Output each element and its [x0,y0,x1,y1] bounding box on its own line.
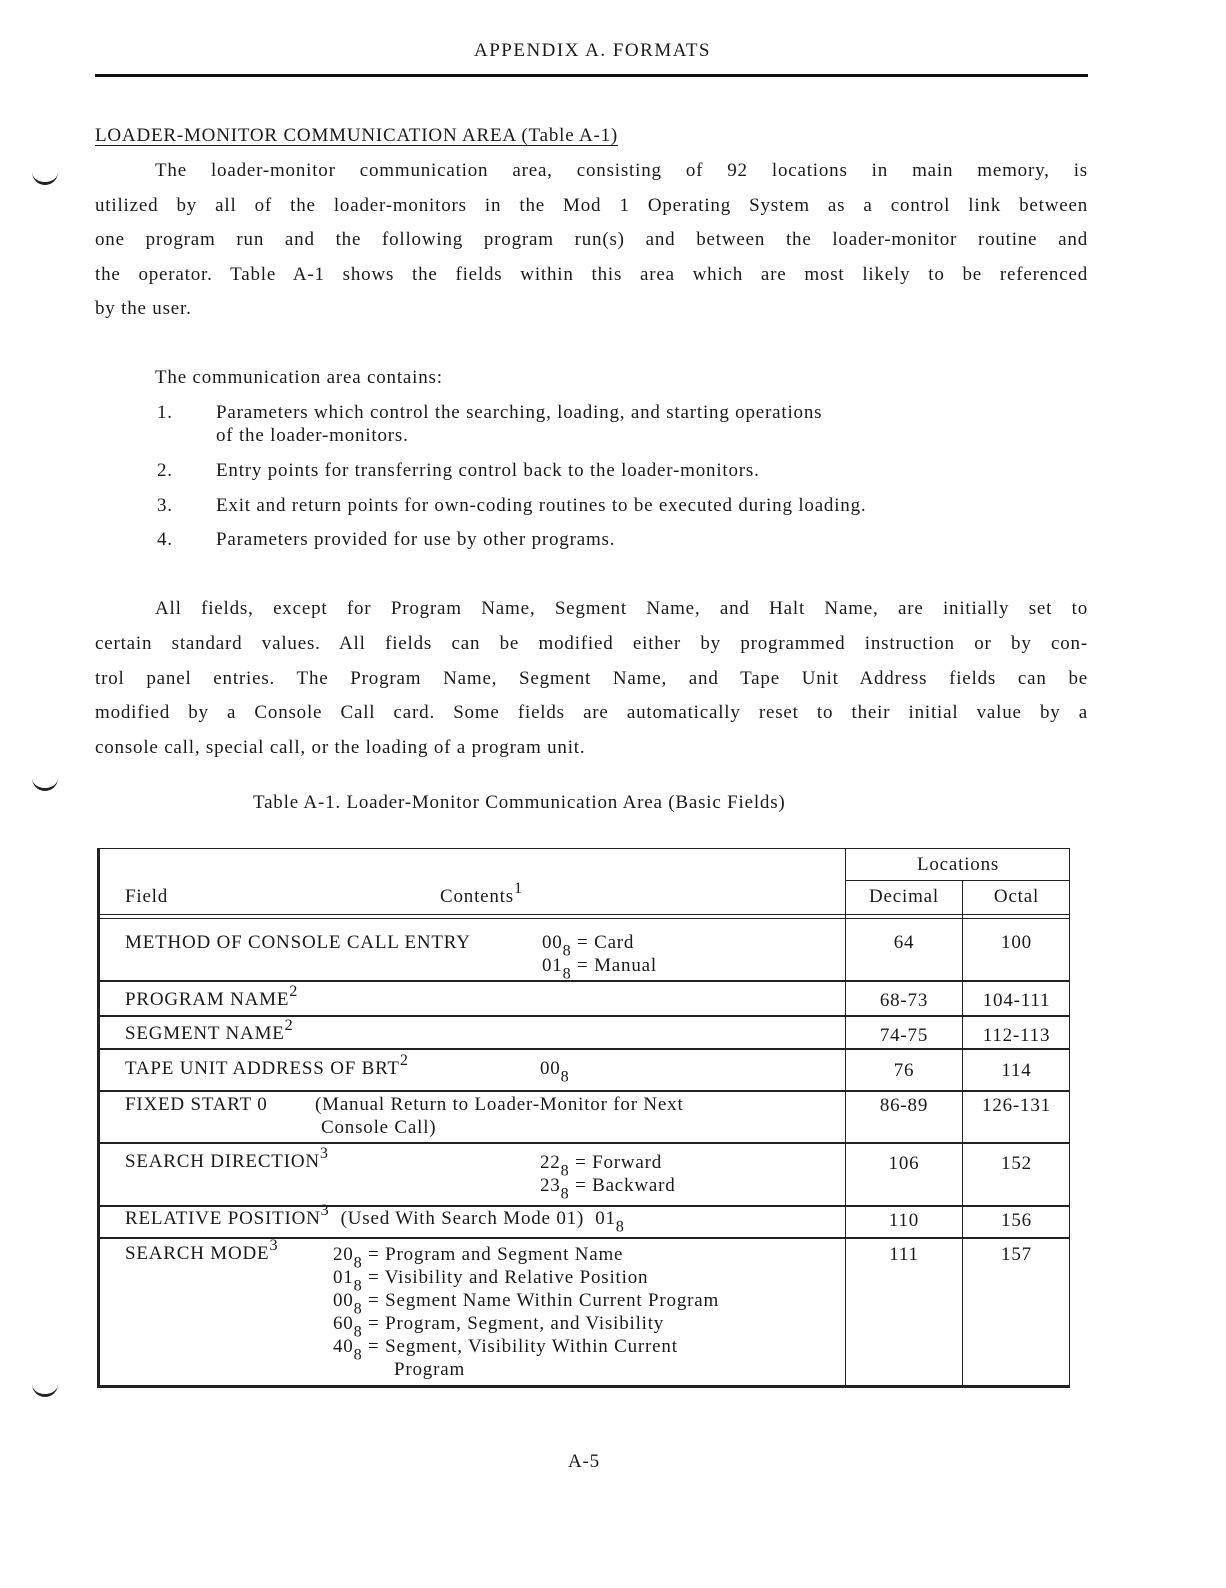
content-line [333,1313,665,1341]
list-number: 4. [157,529,173,550]
row-divider [97,1237,1070,1239]
paragraph-line: one program run and the following program run(s) and between the loader-monitor routine and [95,229,1088,250]
content-line [333,1336,678,1364]
content-line [542,955,657,983]
list-item: Entry points for transferring control back to the loader-monitors. [216,460,760,481]
field-name [125,1237,279,1265]
code: 01 [333,1267,354,1288]
base: 8 [353,1277,363,1295]
paragraph-line: All fields, except for Program Name, Segment Name, and Halt Name, are initially set to [155,598,1088,619]
base: 8 [353,1254,363,1272]
field-name [125,1017,294,1045]
header-decimal: Decimal [869,886,939,907]
content-line [540,1152,663,1180]
margin-mark [32,1384,58,1397]
field-name [125,1145,329,1173]
meaning: = Visibility and Relative Position [362,1267,649,1288]
code: 01 [542,955,563,976]
list-item: of the loader-monitors. [216,425,409,446]
footnote-ref: 2 [289,983,299,1001]
decimal-location: 86-89 [879,1095,929,1116]
code: 20 [333,1244,354,1265]
field-name: FIXED START 0 [125,1094,268,1115]
octal-location: 157 [1001,1244,1032,1265]
meaning: = Program, Segment, and Visibility [362,1313,665,1334]
field-label: SEGMENT NAME [125,1023,285,1044]
decimal-location: 76 [893,1060,915,1081]
base: 8 [353,1323,363,1341]
header-rule [95,74,1088,77]
decimal-location: 74-75 [879,1025,929,1046]
paragraph-line: by the user. [95,298,192,319]
decimal-location: 110 [888,1210,920,1231]
code: 23 [540,1175,561,1196]
communication-area-table [97,848,1070,1388]
code: 40 [333,1336,354,1357]
field-label: PROGRAM NAME [125,989,290,1010]
octal-location: 156 [1001,1210,1032,1231]
content-line: Console Call) [321,1117,437,1138]
header-octal: Octal [993,886,1040,907]
paragraph-line: console call, special call, or the loading of a program unit. [95,737,586,758]
row-divider [97,1142,1070,1144]
base: 8 [353,1346,363,1364]
row-divider [97,918,1070,919]
meaning: = Forward [569,1152,663,1173]
row-divider [97,980,1070,982]
octal-location: 104-111 [982,990,1051,1011]
content-line [542,932,635,960]
content-line [540,1058,570,1086]
content-line: (Manual Return to Loader-Monitor for Next [315,1094,684,1115]
base: 8 [562,965,572,983]
meaning: = Backward [569,1175,676,1196]
header-field: Field [125,886,169,907]
field-name: METHOD OF CONSOLE CALL ENTRY [125,932,471,953]
page-number: A-5 [568,1451,600,1472]
base: 8 [562,942,572,960]
table-border [97,848,100,1388]
meaning: = Segment Name Within Current Program [362,1290,720,1311]
row-divider [97,1090,1070,1092]
paragraph-line: The loader-monitor communication area, consisting of 92 locations in main memory, is [155,160,1088,181]
code: 00 [540,1058,561,1079]
octal-location: 100 [1001,932,1032,953]
footnote-ref: 3 [269,1237,279,1255]
list-number: 3. [157,495,173,516]
paragraph-line: modified by a Console Call card. Some fields are automatically reset to their initial value by a [95,702,1088,723]
list-item: Parameters provided for use by other programs. [216,529,616,550]
footnote-ref: 1 [513,880,523,898]
octal-location: 152 [1001,1153,1032,1174]
table-border [97,1385,1070,1388]
base: 8 [353,1300,363,1318]
decimal-location: 64 [893,932,915,953]
content-line: Program [394,1359,466,1380]
paragraph-line: utilized by all of the loader-monitors in the Mod 1 Operating System as a control link between [95,195,1088,216]
base: 8 [560,1185,570,1203]
footnote-ref: 3 [319,1145,329,1163]
field-label: SEARCH DIRECTION [125,1151,320,1172]
header-locations: Locations [916,854,1000,875]
row-divider [97,1015,1070,1017]
content-line [333,1244,624,1272]
column-divider [845,848,846,1388]
code: 60 [333,1313,354,1334]
list-number: 2. [157,460,173,481]
field-name [125,1052,409,1080]
list-number: 1. [157,402,173,423]
row-divider [97,1048,1070,1050]
octal-location: 114 [1001,1060,1032,1081]
decimal-location: 106 [888,1153,920,1174]
footnote-ref: 2 [284,1017,294,1035]
content-line [333,1267,649,1295]
footnote-ref: 2 [399,1052,409,1070]
octal-location: 126-131 [982,1095,1051,1116]
field-name [125,983,299,1011]
base: 8 [560,1162,570,1180]
header-contents-label: Contents [440,886,514,907]
section-title: LOADER-MONITOR COMMUNICATION AREA (Table A-1) [95,125,619,146]
base: 8 [615,1218,625,1236]
decimal-location: 111 [889,1244,919,1265]
code: 00 [542,932,563,953]
content-line [540,1175,676,1203]
list-intro: The communication area contains: [155,367,443,388]
list-item: Parameters which control the searching, loading, and starting operations [216,402,823,423]
row-divider [845,880,1070,881]
field-name [125,1202,625,1236]
content-note: (Used With Search Mode 01) [340,1208,585,1229]
row-divider [97,914,1070,915]
meaning: = Program and Segment Name [362,1244,624,1265]
base: 8 [560,1068,570,1086]
field-label: TAPE UNIT ADDRESS OF BRT [125,1058,400,1079]
decimal-location: 68-73 [879,990,929,1011]
code: 00 [333,1290,354,1311]
paragraph-line: trol panel entries. The Program Name, Segment Name, and Tape Unit Address fields can be [95,668,1088,689]
header-contents [440,880,523,908]
row-divider [97,1205,1070,1207]
running-header: APPENDIX A. FORMATS [473,40,712,61]
meaning: = Card [571,932,635,953]
margin-mark [32,172,58,185]
code: 01 [595,1208,616,1229]
table-caption: Table A-1. Loader-Monitor Communication Area (Basic Fields) [253,792,786,813]
field-label: RELATIVE POSITION [125,1208,321,1229]
code: 22 [540,1152,561,1173]
octal-location: 112-113 [982,1025,1051,1046]
meaning: = Segment, Visibility Within Current [362,1336,678,1357]
margin-mark [32,778,58,791]
table-border [1069,848,1070,1388]
content-line [333,1290,720,1318]
field-label: SEARCH MODE [125,1243,270,1264]
list-item: Exit and return points for own-coding routines to be executed during loading. [216,495,867,516]
paragraph-line: the operator. Table A-1 shows the fields within this area which are most likely to be referenced [95,264,1088,285]
column-divider [962,880,963,1388]
table-border [97,848,1070,849]
paragraph-line: certain standard values. All fields can be modified either by programmed instruction or by con- [95,633,1088,654]
footnote-ref: 3 [320,1202,330,1220]
meaning: = Manual [571,955,657,976]
